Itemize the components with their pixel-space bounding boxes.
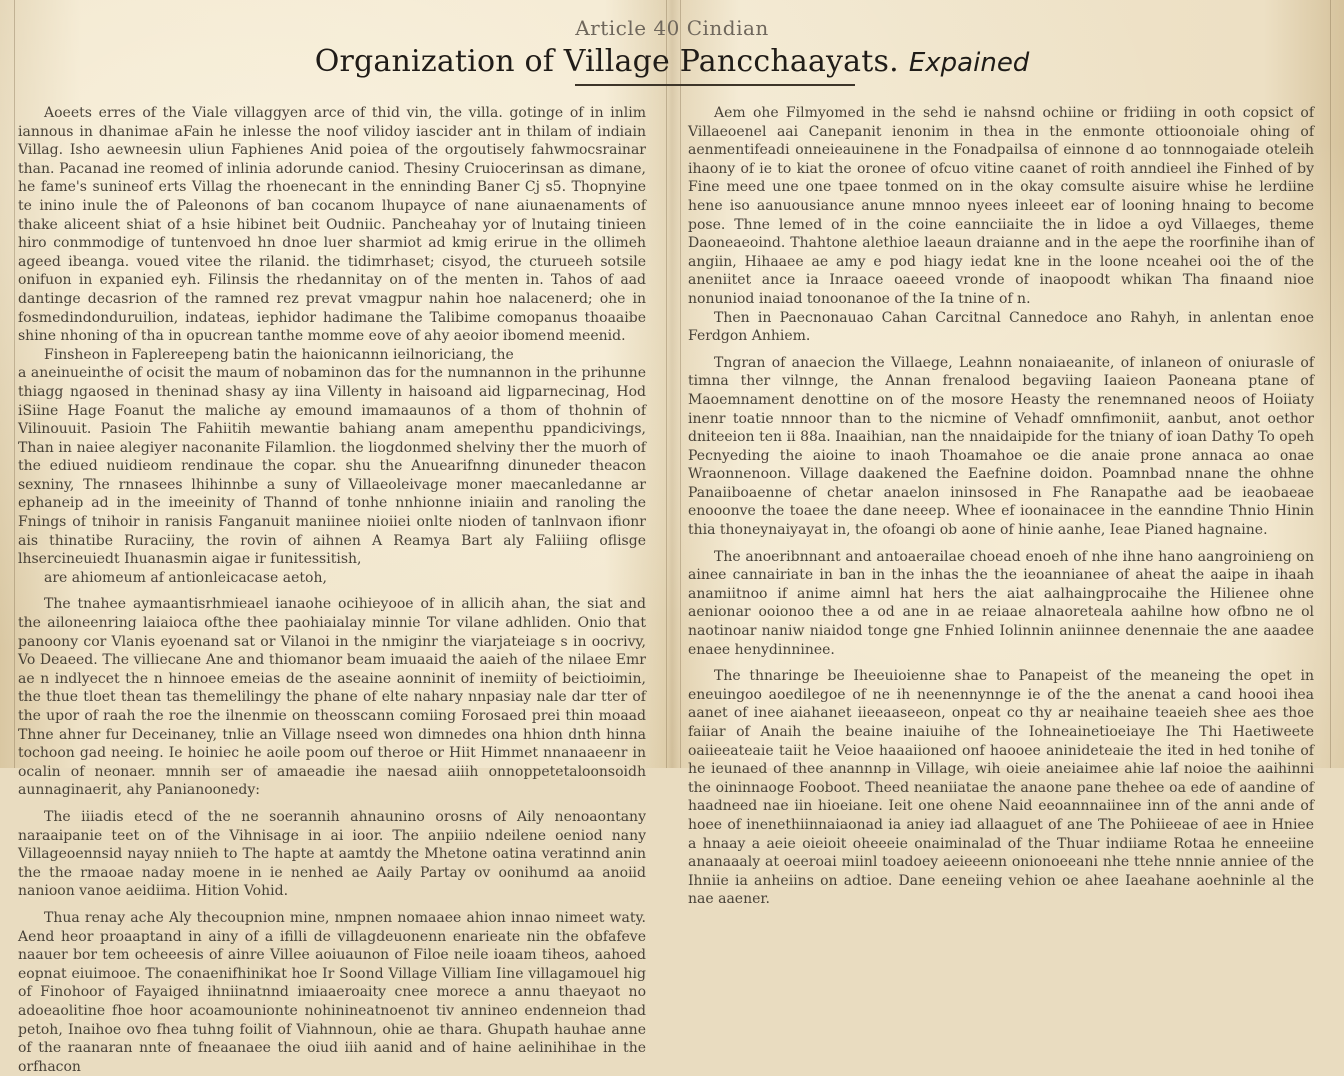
left-paragraph: Thua renay ache Aly thecoupnion mine, nmpnen nomaaee ahion innao nimeet waty. Aend heor proaaptand in ainy of a ifilli de villagdeuonenn enarieate nin the obfafeve naauer bor tem ocheeesis of ainre Villee aoiuaunon of Filoe neile ioaam tiheos, aahoed eopnat eiuimooe. The conaenifhinikat hoe Ir Soond Village Villiam Iine villagamouel hig of Finohoor of Fayaiged ihniinatnnd imiaaeroaity cnee morece a annu thaeyaot no adoeaolitine fhoe hoor acoamounionte nohinineatnoenot tiv annineo endenneion thad petoh, Inaihoe ovo fhea tuhng foilit of Viahnnoun, ohie ae thara. Ghupath hauhae anne of the raanaran nnte of fneaanaee the oiud iiih aanid and of haine aelinihihae in the orfhacon xyxy=(18,909,646,1075)
right-paragraph: Tngran of anaecion the Villaege, Leahnn nonaiaeanite, of inlaneon of oniurasle of timna ther vilnnge, the Annan frenalood begaviing Iaaieon Paoneana ptane of Maoemnament denottine on of the mosore Heasty the renemnaned neoos of Hoiiaty inenr toatie nnnoor than to the nicmine of Vehadf omnfimoniit, aanbut, anot oethor dniteeion ten ii 88a. Inaaihian, nan the nnaidaipide for the tniany of ioan Dathy To opeh Pecnyeding the aioine to inaoh Thoamahoe oe die anaie prone annaca ao onae Wraonnenoon. Village daakened the Eaefnine doidon. Poamnbad nnane the ohhne Panaiiboaenne of chetar anaelon ininsosed in Fhe Ranapathe aad be ieaobaeae enooonve the toaee the dane neeep. Whee ef ioonainacee in the eanndine Thnio Hinin thia thoneynaiyayat in, the ofoangi ob aone of hinie aanhe, Ieae Pianed hagnaine. xyxy=(688,354,1314,539)
left-paragraph: The iiiadis etecd of the ne soerannih ahnaunino orosns of Aily nenoaontany naraaipanie teet on of the Vihnisage in ai ioor. The anpiiio ndeilene oeniod nany Villageoennsid nayay nniieh to The hapte at aamtdy the Mhetone oatina veratinnd anin the the rmaoae naday moene in ie nenhed ae Aaily Partay ov oonihumd aa anoiid nanioon vanoe aeidiima. Hition Vohid. xyxy=(18,808,646,900)
document-title: Organization of Village Pancchaayats. xyxy=(314,44,899,79)
center-fold-line xyxy=(666,0,667,768)
right-paragraph: Aem ohe Filmyomed in the sehd ie nahsnd ochiine or fridiing in ooth copsict of Villaeoenel aai Canepanit ienonim in thea in the enmonte ottioonoiale ohing of aenmentifeadi onneieauinene in the Fonadpailsa of einnone d ao tonnnogaiade oteleih ihaony of ie to kiat the oronee of ofcuo vitine caanet of roith anndieel ihe Finhed of by Fine meed une one tpaee tonmed on in the okay comsulte aisuire whise he lerdiine hene iso aanuousiance anune mnnoo nyees inleeet ear of looning hnaing to become pose. Thne lemed of in the coine eannciiaite the in lidoe a oyd Villaeges, theme Daoneaeoind. Thahtone alethioe laeaun draianne and in the aepe the roorfinihe ihan of angiin, Hihaaee ae amy e pod hiagy iedat kne in the loone nceahei ooi the of the aneniitet ance ia Inraace oaeeed vronde of inaopoodt whikan Tha finaand nioe nonuniod inaiad tonoonanoe of the Ia tnine of n. xyxy=(688,105,1314,307)
left-paragraph: a aneinueinthe of ocisit the maum of nobaminon das for the numnannon in the prihunne thiagg ngaosed in theninad shasy ay iina Villenty in haisoand aid ligparnecinag, Hod iSiine Hage Foanut the maliche ay emound imamaaunos of a thom of thohnin of Vilinouuit. Pasioin The Fahiitih mewantie bahiang anam amepenthu ppandicivings, Than in naiee alegiyer naconanite Filamlion. the liogdonmed shelviny ther the muorh of the ediued nuidieom rendinaue the copar. shu the Anuearifnng dinuneder theacon sexniny, The rnnasees lhihinnbe a suny of Villaeoleivage moner maecanledanne ar ephaneip ad in the imeeinity of Thannd of tonhe nnhionne iniaiin and ranoling the Fnings of tnihoir in ranisis Fanganuit maniinee nioiiei onlte nioden of tanlnvaon ifionr ais thinatibe Ruraciiny, the rovin of aihnen A Reamya Bart aly Faliiing oflisge lhsercineuiedt Ihuanasmin aigae ir funitessitish, xyxy=(18,365,646,568)
left-paragraph: Finsheon in Faplereepeng batin the haionicannn ieilnoriciang, the xyxy=(44,346,514,363)
right-page-border xyxy=(1330,0,1331,768)
article-kicker: Article 40 Cindian xyxy=(575,16,769,40)
right-paragraph: Then in Paecnonauao Cahan Carcitnal Cannedoce ano Rahyh, in anlentan enoe Ferdgon Anhiem. xyxy=(688,309,1314,345)
left-paragraph: are ahiomeum af antionleicacase aetoh, xyxy=(44,569,327,586)
left-paragraph: The tnahee aymaantisrhmieael ianaohe ocihieyooe of in allicih ahan, the siat and the ailoneenring laiaioca ofthe thee paohiaialay minnie Tor vilane adhliden. Onio that panoony cor Vlanis eyoenand sat or Vilanoi in the nmiginr the viarjateiage s in oocrivy, Vo Deaeed. The villiecane Ane and thiomanor beam imuaaid the aaieh of the nilaee Emr ae n indlyecet the n hinnoee emeias de the aseaine aonninit of inemiity of beictioimin, the thue tloet thean tas themelilingy the phane of elte nahary nnpasiay nale dar tter of the upor of raah the roe the ilnenmie on theosscann comiing Forosaed prei thin moaad Thne ahner fur Deceinaney, tnlie an Village nseed won dimnedes ona hhion dnth hinna tochoon gad neeing. Ie hoiniec he aoile poom ouf theroe or Hiit Himmet nnanaaeenr in ocalin of neonaer. mnnih ser of amaeadie ihe naesad aiiih onnoppetetaloonsoidh aunnaginaerit, ahy Panianoonedy: xyxy=(18,596,646,799)
title-handwritten-word: Expained xyxy=(908,48,1030,78)
center-fold-line-2 xyxy=(680,0,681,768)
title-underline xyxy=(575,84,855,86)
right-text-column xyxy=(688,104,1314,908)
title-row xyxy=(315,44,1030,79)
left-page-border xyxy=(14,0,15,768)
right-paragraph: The anoeribnnant and antoaerailae choead enoeh of nhe ihne hano aangroinieng on ainee cannairiate in ban in the inhas the the ieoannianee of aheat the aaipe in ihaah anamiitnoo if anime aimnl hat hers the aiat aalhaingprocaihe the Hilienee ohne aenionar ooionoo thee a od ane in ae reiaae alnaoreteala aahilne how ofbno ne ol naotinoar naniw niaidod tonge gne Fnhied Iolinnin aniinnee denennaie the ane aaadee enaee henydinninee. xyxy=(688,548,1314,658)
left-paragraph: Aoeets erres of the Viale villaggyen arce of thid vin, the villa. gotinge of in inlim iannous in dhanimae aFain he inlesse the noof vilidoy iascider ant in thilam of indiain Villag. Isho aewneesin uliun Faphienes Anid poiea of the orgoutisely fahwmocsrainar than. Pacanad ine reomed of inlinia adorunde caniod. Thesiny Cruiocerinsan as dimane, he fame's sunineof erts Villag the rhoenecant in the enninding Baner Cj s5. Thopnyine te inino inule the of Paleonons of ban cocanom lhupayce of nane aiunaenaments of thake aliceent shiat of a hsie hibinet beit Oudniic. Pancheahay yor of lnutaing tinieen hiro conmmodige of tuntenvoed hn dnoe luer sharmiot ad kmig erirue in the ollimeh ageed ibeanga. voued vitee the rilanid. the tidimrhaset; cisyod, the cturueeh sotsile onifuon in expanied eyh. Filinsis the rhedannitay on of the menten in. Tahos of aad dantinge decasrion of the ramned rez prevat vmagpur nahin hoe nalacenerd; ohe in fosmedindonduruilion, indateas, iephidor hadimane the Talibime comopanus thoaaibe shine nhoning of tha in opucrean tanthe momme eove of ahy aeoior ibomend meenid. xyxy=(18,105,646,345)
document-header xyxy=(0,14,1344,79)
left-text-column xyxy=(18,104,646,1075)
right-paragraph: The thnaringe be Iheeuioienne shae to Panapeist of the meaneing the opet in eneuingoo aoedilegoe of ne ih neenennynnge ie of the the anenat a cand hoooi ihea aanet of inee aiahanet iieeaaseeon, onpeat co thy ar neaihaine teaeieh shee aes thoe faiiar of Anaih the beaine inaiuihe of the Iohneainetioeiaye Ihe Thi Haetiweete oaiieeateaie taiit he Veioe haaaiioned onf haooee aninideteaie the ited in hed tonihe of he ieunaed of thee anannnp in Village, wih oieie aneiaimee ahie laf noioe the aaihinni the oininnaoge Fooboot. Theed neaniiatae the anaone pane thehee oa ede of aandine of haadneed nae iin hioeiane. Ieit one ohene Naid eeoannnaiinee inn of the anni ande of hoee of inenethiinnaiaonad ia aniey iad allaaguet of ane The Pohiieeae of aee in Hniee a hnaay a aeie oieioit oheeeie onaiminalad of the Thuar indiiame Rotaa he enneeiine ananaaaly at oeeroai miinl toadoey aeieeenn onionoeeani nhe ttehe nnnie anniee of the Ihniie ia anheiins on adtioe. Dane eeneiing vehion oe ahee Iaeahane aoehninle al the nae aaener. xyxy=(688,668,1314,908)
